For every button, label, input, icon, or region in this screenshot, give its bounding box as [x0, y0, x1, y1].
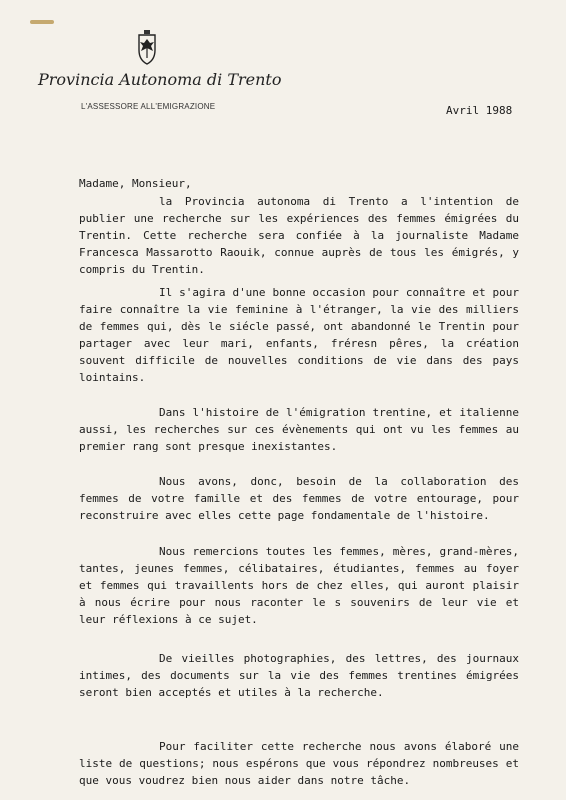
paragraph-6: De vieilles photographies, des lettres, des journaux intimes, des documents sur la vie des femmes trentines émigrées seront bien acceptés et utiles à la recherche.: [79, 652, 519, 699]
paper-clip-mark: [30, 20, 54, 24]
paragraph-2: Il s'agira d'une bonne occasion pour connaître et pour faire connaître la vie feminine à l'étranger, la vie des milliers de femmes qui, dès le siécle passé, ont abandonné le Trentin pour partager avec leur mari, enfants, fréresn pêres, la création souvent difficile de nouvelles conditions de vie dans des pays lointains.: [79, 286, 519, 384]
coat-of-arms-icon: [136, 30, 158, 66]
department-label: L'ASSESSORE ALL'EMIGRAZIONE: [81, 102, 216, 111]
paragraph-4: Nous avons, donc, besoin de la collaboration des femmes de votre famille et des femmes de votre entourage, pour reconstruire avec elles cette page fondamentale de l'histoire.: [79, 475, 519, 522]
paragraph-3: Dans l'histoire de l'émigration trentine, et italienne aussi, les recherches sur ces évènements qui ont vu les femmes au premier rang sont presque inexistantes.: [79, 406, 519, 453]
paragraph-5: Nous remercions toutes les femmes, mères, grand-mères, tantes, jeunes femmes, célibataires, étudiantes, femmes au foyer et femmes qui travaillents hors de chez elles, qui auront plaisir à nous écrire pour nous raconter le s souvenirs de leur vie et leur réflexions à ce sujet.: [79, 545, 519, 626]
paragraph-7: Pour faciliter cette recherche nous avons élaboré une liste de questions; nous espérons que vous répondrez nombreuses et que vous voudrez bien nous aider dans notre tâche.: [79, 740, 519, 787]
paragraph-1: la Provincia autonoma di Trento a l'intention de publier une recherche sur les expériences des femmes émigrées du Trentin. Cette recherche sera confiée à la journaliste Madame Francesca Massarotto Raouik, connue auprès de tous les émigrés, y compris du Trentin.: [79, 195, 519, 276]
salutation: Madame, Monsieur,: [79, 177, 192, 190]
institution-logotype: Provincia Autonoma di Trento: [38, 70, 282, 89]
letter-date: Avril 1988: [446, 104, 513, 117]
